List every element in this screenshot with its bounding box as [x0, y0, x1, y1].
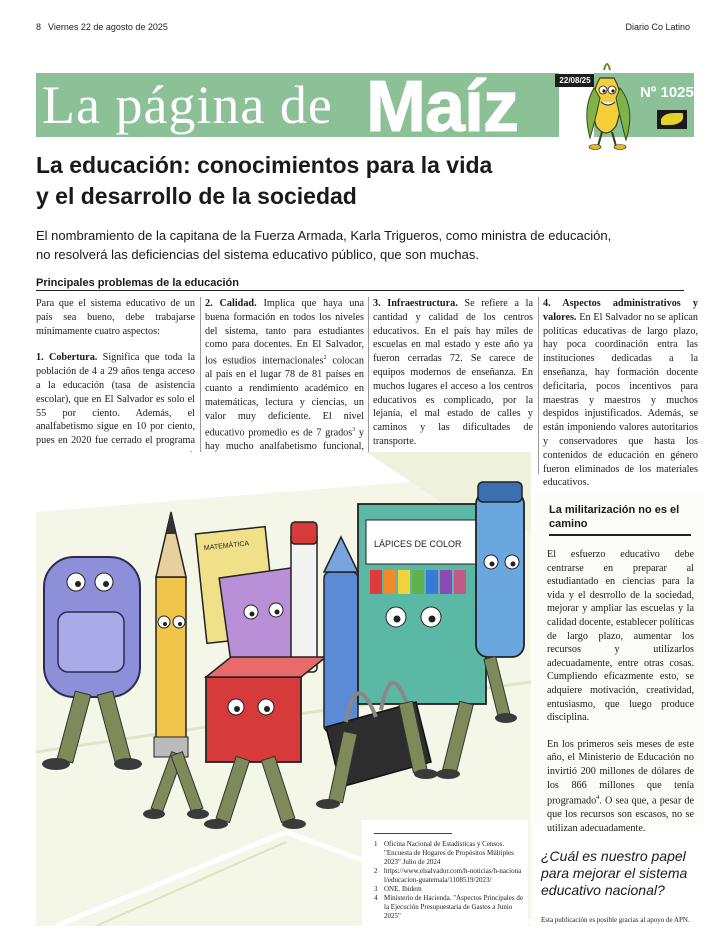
column-divider: [200, 297, 201, 474]
footnote-ref-4: 4: [596, 795, 600, 802]
column-divider: [538, 297, 539, 474]
crayon-box-character: [358, 504, 486, 704]
marker-character: [291, 522, 317, 672]
section-rule: [36, 290, 684, 291]
backpack-character: [44, 557, 140, 697]
footnote-item: 3 ONE. Ibidem: [374, 885, 422, 893]
footnote-ref-3: 3: [352, 426, 356, 433]
water-bottle-character: [476, 482, 524, 657]
column-divider: [368, 297, 369, 474]
section-label: Principales problemas de la educación: [36, 277, 239, 289]
intro-paragraph: Para que el sistema educativo de un país sea bueno, debe trabajarse mínimamente cuatro aspectos:: [36, 298, 195, 337]
calidad-lead: 2. Calidad.: [205, 298, 257, 309]
footnote-item: 4 Ministerio de Hacienda. "Aspectos Principales de la Ejecución Presupuestaria de Gastos a Junio 2025": [374, 894, 523, 920]
headline-line-1: La educación: conocimientos para la vida: [36, 152, 493, 178]
footnotes-list: [374, 840, 524, 921]
headline-line-2: y el desarrollo de la sociedad: [36, 183, 357, 209]
sidebar-paragraph-2: En los primeros seis meses de este año, el Ministerio de Educación no invirtió 200 millones de dólares de los 866 millones que tenía programado$^4$. O sea que, a pesar de que los recursos son escasos, no se utilizan adecuadamente.: [547, 738, 694, 834]
page-number: 8: [36, 22, 42, 32]
infraestructura-lead: 3. Infraestructura.: [373, 298, 458, 309]
article-deck: [36, 226, 676, 264]
sidebar-body: [547, 548, 694, 848]
support-note: Esta publicación es posible gracias al apoyo de APN.: [541, 916, 690, 924]
deck-line-2: no resolverá las deficiencias del sistema educativo público, que son muchas.: [36, 247, 479, 262]
cobertura-paragraph: 1. Cobertura. Significa que toda la población de 4 a 29 años tenga acceso a la educación (tasa de asistencia escolar), que en El Salvador es solo el 55 por ciento. Además, el analfabetismo sigue en 10 por ciento, pues en 2020 fue cerrado el programa: [36, 351, 195, 519]
newspaper-name: Diario Co Latino: [625, 22, 690, 32]
closing-question: ¿Cuál es nuestro papel para mejorar el sistema educativo nacional?: [541, 848, 688, 898]
footnotes-rule: [374, 833, 452, 834]
sidebar-rule: [549, 534, 691, 536]
deck-line-1: El nombramiento de la capitana de la Fuerza Armada, Karla Trigueros, como ministra de educación,: [36, 228, 612, 243]
date-badge: 22/08/25: [555, 74, 595, 87]
footnote-ref-2: 2: [323, 355, 327, 362]
issue-date: Viernes 22 de agosto de 2025: [48, 22, 168, 32]
column-infraestructura: 3. Infraestructura. Se refiere a la cantidad y calidad de los centros educativos. En el país hay miles de escuelas en mal estado y este año ya fueron cerradas 72. Se carece de equipos modernos de enseñanza. En muchos lugares el acceso a los centros educativos es complicado, por la lejanía, el mal estado de calles y caminos y las dificultades de transporte.: [373, 298, 533, 447]
cobertura-lead: 1. Cobertura.: [36, 352, 98, 364]
issue-number: Nº 1025: [640, 84, 694, 101]
footnote-item: 1 Oficina Nacional de Estadísticas y Censos. "Encuesta de Hogares de Propósitos Múltiples 2023" Julio de 2024: [374, 840, 514, 866]
sidebar-paragraph-1: El esfuerzo educativo debe centrarse en preparar al estudiantado en ciencias para la vida y el desrrollo de la sociedad, mejorar y ampliar las escuelas y la calidad docente, establecer políticas de largo plazo, aumentar los recursos y utilizarlos adecuadamente, entre otras cosas. Cumpliendo eficazmente esto, se adquiere motivación, creatividad, entusiasmo, que luego produce disciplina.: [547, 549, 694, 724]
masthead-big-word: Maíz: [366, 73, 519, 137]
column-calidad: 2. Calidad. Implica que haya una buena formación en todos los niveles del sistema, tanto para estudiantes como para docentes. En El Salvador, los estudios internacionales$^2$ colocan al país en el lugar 78 de 81 países en cuanto a rendimiento académico en matemáticas, lectura y ciencias, un valor muy deficiente. El nivel educativo promedio es de 7 grados$^3$ y hay mucho analfabetismo funcional,: [205, 298, 364, 452]
notebook-label: MATEMÁTICA: [203, 540, 250, 553]
sidebar-title: La militarización no es el camino: [549, 504, 680, 530]
column-administrativos: 4. Aspectos administrativos y valores. En El Salvador no se aplican políticas educativas de largo plazo, hay poca coordinación entra las instituciones dedicadas a la enseñanza, hay formación docente deficitaria, pocos incentivos para maestras y maestros y muchos despidos injustificados. Además, se están imponiendo valores autoritarios y conservadores que hasta los contenidos de educación en género fueron eliminados de los materiales educativos.: [543, 298, 699, 489]
masthead-script-title: La página de: [42, 75, 333, 135]
administrativos-lead: 4. Aspectos administrativos y valores.: [543, 298, 698, 323]
corn-mascot-icon: [580, 58, 642, 150]
crayon-box-label: LÁPICES DE COLOR: [374, 539, 462, 549]
article-headline: [36, 150, 676, 212]
footnote-item: 2 https://www.elsalvador.com/h-noticias/h-nacional/educacion-guatemala/1108519/2023/: [374, 867, 522, 884]
masthead-banner: [36, 73, 559, 137]
